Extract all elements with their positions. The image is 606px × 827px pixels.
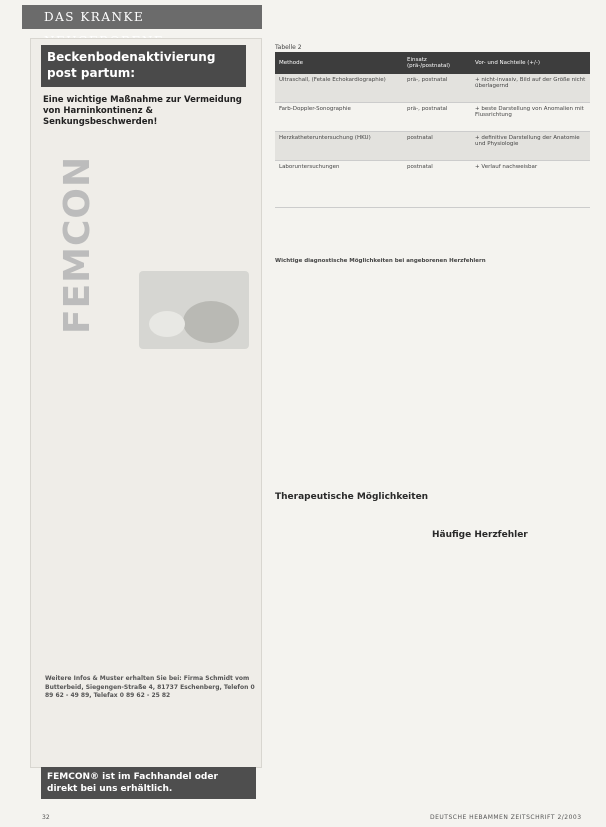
section-header: DAS KRANKE: [22, 5, 262, 29]
table-caption: Wichtige diagnostische Möglichkeiten bei angeborenen Herzfehlern: [275, 258, 486, 264]
ad-subtitle: Eine wichtige Maßnahme zur Vermeidung von Harninkontinenz & Senkungsbeschwerden!: [43, 95, 242, 127]
ad-body-text: [139, 229, 251, 271]
table-cell: + Verlauf nachweisbar: [471, 161, 590, 208]
diagnostic-table: [275, 52, 590, 208]
table-title: Tabelle 2: [275, 44, 302, 51]
table-header-cell: Vor- und Nachteile (+/-): [471, 52, 590, 74]
table-row: [275, 161, 590, 208]
table-row: [275, 132, 590, 161]
table-cell: + nicht-invasiv, Bild auf der Größe nicht überlagernd: [471, 74, 590, 103]
table-row: [275, 74, 590, 103]
section-heading: Therapeutische Möglichkeiten: [275, 492, 429, 502]
product-photo-object: [183, 301, 239, 343]
table-cell: Farb-Doppler-Sonographie: [275, 103, 403, 132]
section-heading: Häufige Herzfehler: [432, 530, 528, 540]
article-text-column: [432, 272, 582, 502]
page-number: 32: [42, 814, 50, 821]
advertisement-box: [30, 38, 262, 794]
product-photo-object: [149, 311, 185, 337]
table-header-cell: Methode: [275, 52, 403, 74]
table-cell: postnatal: [403, 132, 471, 161]
table-cell: Ultraschall, (Fetale Echokardiographie): [275, 74, 403, 103]
article-text-column: [275, 512, 425, 807]
article-text-column: [432, 548, 582, 806]
table-header-cell: Einsatz (prä-/postnatal): [403, 52, 471, 74]
ad-contact: Weitere Infos & Muster erhalten Sie bei: Firma Schmidt vom Butterbeid, Siegengen-Straße 4, 81737 Eschenberg, Telefon 0 89 62 - 49 89, Telefax 0 89 62 - 25 82: [45, 675, 255, 699]
ad-title: Beckenbodenaktivierung post partum:: [41, 45, 246, 87]
table-cell: + definitive Darstellung der Anatomie und Physiologie: [471, 132, 590, 161]
table-cell: prä-, postnatal: [403, 103, 471, 132]
table-cell: + beste Darstellung von Anomalien mit Flussrichtung: [471, 103, 590, 132]
table-cell: prä-, postnatal: [403, 74, 471, 103]
table-cell: Herzkatheteruntersuchung (HKU): [275, 132, 403, 161]
brand-logo: FEMCON: [57, 155, 98, 334]
table-cell: Laboruntersuchungen: [275, 161, 403, 208]
table-cell: postnatal: [403, 161, 471, 208]
table-row: [275, 103, 590, 132]
ad-footer: FEMCON® ist im Fachhandel oder direkt bei uns erhältlich.: [41, 767, 256, 799]
table-header-row: [275, 52, 590, 74]
article-text-column: [275, 272, 425, 472]
journal-name: DEUTSCHE HEBAMMEN ZEITSCHRIFT 2/2003: [430, 814, 582, 821]
